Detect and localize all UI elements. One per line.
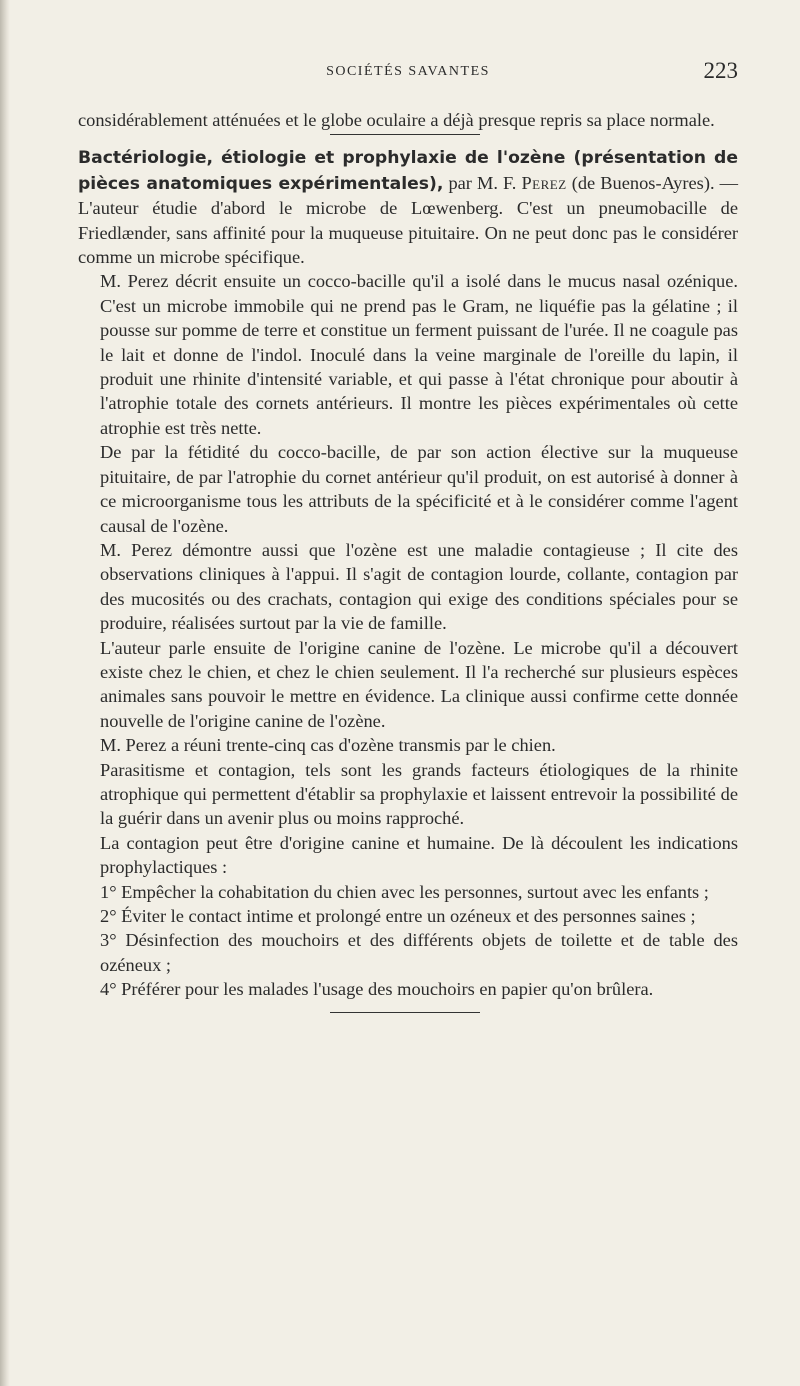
article-intro-paragraph: [78, 145, 738, 269]
article-title: Bactériologie, étiologie et prophylaxie de l'ozène (présentation de pièces anatomiques expérimentales),: [78, 148, 738, 194]
paragraph: L'auteur parle ensuite de l'origine canine de l'ozène. Le microbe qu'il a découvert existe chez le chien, et chez le chien seulement. Il l'a recherché sur plusieurs espèces animales sans pouvoir le mettre en évidence. La clinique aussi confirme cette donnée nouvelle de l'origine canine de l'ozène.: [100, 637, 738, 731]
paragraph: M. Perez a réuni trente-cinq cas d'ozène transmis par le chien.: [100, 735, 556, 756]
author-prefix: par M. F.: [443, 172, 522, 193]
paragraph: La contagion peut être d'origine canine et humaine. De là découlent les indications prophylactiques :: [100, 832, 738, 878]
paragraph: Parasitisme et contagion, tels sont les grands facteurs étiologiques de la rhinite atrophique qui permettent d'établir sa prophylaxie et laissent entrevoir la possibilité de la guérir dans un avenir plus ou moins rapproché.: [100, 759, 738, 829]
opening-paragraph: considérablement atténuées et le globe oculaire a déjà presque repris sa place normale.: [78, 110, 715, 130]
paragraph: M. Perez démontre aussi que l'ozène est une maladie contagieuse ; Il cite des observations cliniques à l'appui. Il s'agit de contagion lourde, collante, contagion par des mucosités ou des crachats, contagion qui exige des conditions spéciales pour se produire, réalisées surtout par la vie de famille.: [100, 539, 738, 634]
list-item: 4° Préférer pour les malades l'usage des mouchoirs en papier qu'on brûlera.: [100, 979, 654, 1000]
list-item: 1° Empêcher la cohabitation du chien avec les personnes, surtout avec les enfants ;: [100, 881, 709, 902]
list-item: 3° Désinfection des mouchoirs et des différents objets de toilette et de table des ozéneux ;: [100, 930, 738, 975]
author-name: Perez: [521, 172, 567, 193]
page-header: [78, 58, 738, 88]
author-suffix: (de Buenos-Ayres). — L'auteur étudie d'abord le microbe de Lœwenberg. C'est un pneumobacille de Friedlænder, sans affinité pour la muqueuse pituitaire. On ne peut donc pas le considérer comme un microbe spécifique.: [78, 172, 738, 268]
paragraph: M. Perez décrit ensuite un cocco-bacille qu'il a isolé dans le mucus nasal ozénique. C'est un microbe immobile qui ne prend pas le Gram, ne liquéfie pas la gélatine ; il pousse sur pomme de terre et constitue un ferment puissant de l'urée. Il ne coagule pas le lait et donne de l'indol. Inoculé dans la veine marginale de l'oreille du lapin, il produit une rhinite d'intensité variable, et qui passe à l'état chronique pour aboutir à l'atrophie totale des cornets antérieurs. Il montre les pièces expérimentales où cette atrophie est très nette.: [100, 271, 738, 438]
list-item: 2° Éviter le contact intime et prolongé entre un ozéneux et des personnes saines ;: [100, 906, 696, 926]
page-number: 223: [703, 58, 738, 83]
section-divider: [330, 134, 480, 135]
page-spine-shadow: [0, 0, 10, 1386]
running-head: SOCIÉTÉS SAVANTES: [326, 64, 490, 79]
page-body: [78, 108, 738, 1013]
end-divider: [330, 1012, 480, 1013]
paragraph: De par la fétidité du cocco-bacille, de par son action élective sur la muqueuse pituitaire, de par l'atrophie du cornet antérieur qu'il produit, on est autorisé à donner à ce microorganisme tous les attributs de la spécificité et à le considérer comme l'agent causal de l'ozène.: [100, 442, 738, 536]
